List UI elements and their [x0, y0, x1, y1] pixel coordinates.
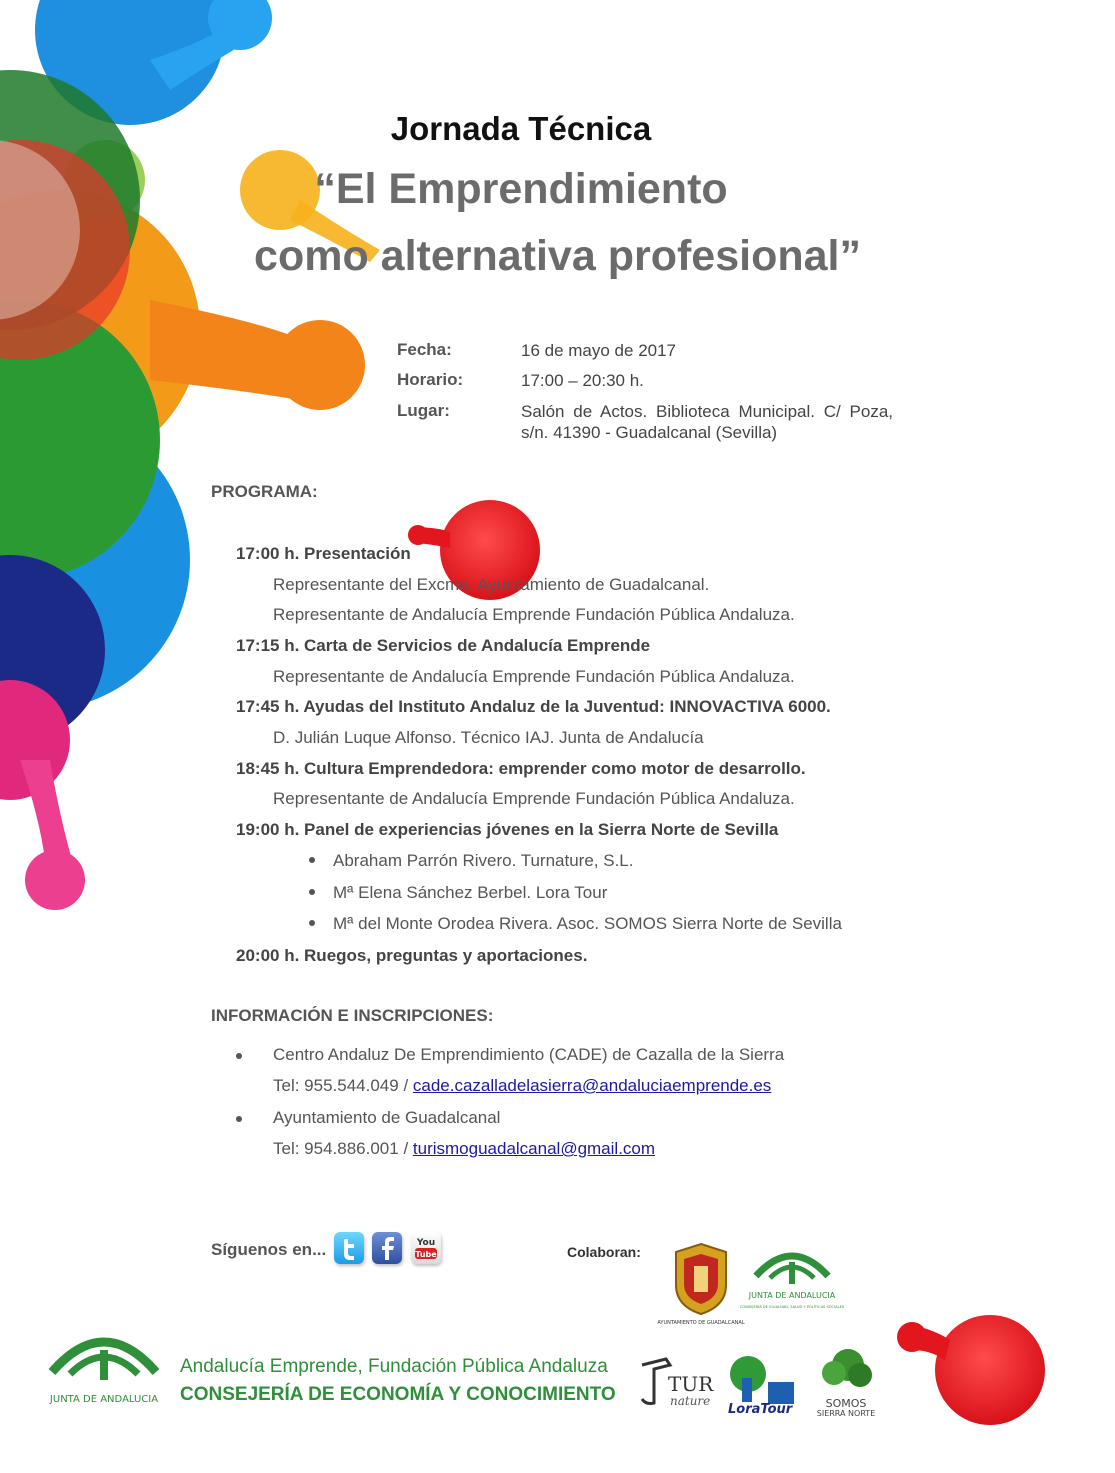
bullet-dot — [309, 857, 315, 863]
program-time-4: 18:45 h. Cultura Emprendedora: emprender como motor de desarrollo. — [236, 759, 806, 778]
ayuntamiento-caption: AYUNTAMIENTO DE GUADALCANAL — [657, 1320, 745, 1326]
red-blob-corner — [935, 1315, 1045, 1425]
tel-text: Tel: 955.544.049 / — [273, 1076, 413, 1095]
junta-logo-text: JUNTA DE ANDALUCIA — [49, 1394, 159, 1405]
youtube-text: Tube — [415, 1250, 437, 1259]
program-time-5: 19:00 h. Panel de experiencias jóvenes en la Sierra Norte de Sevilla — [236, 820, 779, 839]
junta-caption: JUNTA DE ANDALUCIA — [748, 1291, 836, 1300]
program-desc: Representante del Excmo. Ayuntamiento de Guadalcanal. — [273, 575, 710, 594]
loratour-text: LoraTour — [728, 1402, 793, 1417]
time-label: Horario: — [397, 370, 464, 389]
place-label: Lugar: — [397, 401, 450, 420]
junta-sub-caption: CONSEJERÍA DE IGUALDAD, SALUD Y POLÍTICAS SOCIALES — [739, 1305, 845, 1309]
contact-tel — [273, 1076, 771, 1096]
bullet-dot — [309, 920, 315, 926]
panel-speaker — [309, 914, 842, 934]
program-desc: Representante de Andalucía Emprende Fundación Pública Andaluza. — [273, 789, 795, 808]
email-link[interactable]: turismoguadalcanal@gmail.com — [412, 1139, 656, 1158]
date-value: 16 de mayo de 2017 — [521, 341, 677, 360]
contact-name: Centro Andaluz De Emprendimiento (CADE) de Cazalla de la Sierra — [273, 1045, 785, 1064]
bullet-dot — [236, 1116, 242, 1122]
junta-andalucia-igualdad-logo — [739, 1240, 845, 1326]
footer-consejeria: CONSEJERÍA DE ECONOMÍA Y CONOCIMIENTO — [180, 1384, 616, 1405]
title-line-1: “El Emprendimiento — [314, 165, 728, 213]
program-time-6: 20:00 h. Ruegos, preguntas y aportaciones. — [236, 946, 588, 965]
junta-andalucia-logo — [42, 1322, 166, 1408]
facebook-icon[interactable] — [372, 1232, 402, 1264]
email-link[interactable]: cade.cazalladelasierra@andaluciaemprende.es — [412, 1076, 772, 1095]
program-desc: Representante de Andalucía Emprende Fundación Pública Andaluza. — [273, 605, 795, 624]
somos-sierra-norte-logo — [806, 1345, 886, 1419]
follow-label: Síguenos en... — [211, 1240, 327, 1259]
youtube-text: You — [416, 1238, 436, 1248]
turnature-text: TUR — [668, 1372, 714, 1396]
place-value: Salón de Actos. Biblioteca Municipal. C/ Poza, s/n. 41390 - Guadalcanal (Sevilla) — [521, 402, 893, 442]
panel-speaker-name: Abraham Parrón Rivero. Turnature, S.L. — [333, 851, 634, 870]
time-value: 17:00 – 20:30 h. — [521, 371, 644, 390]
turnature-sub: nature — [670, 1394, 711, 1408]
panel-speaker-name: Mª Elena Sánchez Berbel. Lora Tour — [333, 883, 608, 902]
panel-speaker — [309, 883, 607, 903]
program-time-3: 17:45 h. Ayudas del Instituto Andaluz de la Juventud: INNOVACTIVA 6000. — [236, 697, 831, 716]
program-heading: PROGRAMA: — [211, 482, 318, 501]
bullet-dot — [236, 1053, 242, 1059]
info-heading: INFORMACIÓN E INSCRIPCIONES: — [211, 1006, 494, 1025]
program-desc: Representante de Andalucía Emprende Fundación Pública Andaluza. — [273, 667, 795, 686]
loratour-logo — [722, 1352, 800, 1418]
youtube-icon[interactable] — [411, 1232, 441, 1264]
title-line-2: como alternativa profesional” — [254, 232, 861, 280]
somos-text: SOMOS — [825, 1397, 867, 1410]
program-time-1: 17:00 h. Presentación — [236, 544, 411, 563]
colaboran-label: Colaboran: — [567, 1244, 641, 1260]
tel-text: Tel: 954.886.001 / — [273, 1139, 413, 1158]
program-desc: D. Julián Luque Alfonso. Técnico IAJ. Junta de Andalucía — [273, 728, 704, 747]
event-type: Jornada Técnica — [390, 110, 652, 147]
footer-org-name: Andalucía Emprende, Fundación Pública Andaluza — [180, 1356, 608, 1377]
turnature-logo — [636, 1355, 716, 1415]
date-label: Fecha: — [397, 340, 452, 359]
twitter-icon[interactable] — [334, 1232, 364, 1264]
bullet-dot — [309, 889, 315, 895]
ayuntamiento-guadalcanal-logo — [657, 1240, 745, 1332]
somos-sub: SIERRA NORTE — [816, 1409, 876, 1418]
panel-speaker-name: Mª del Monte Orodea Rivera. Asoc. SOMOS Sierra Norte de Sevilla — [333, 914, 842, 933]
contact-tel — [273, 1139, 655, 1159]
contact-name: Ayuntamiento de Guadalcanal — [273, 1108, 501, 1127]
panel-speaker — [309, 851, 633, 871]
program-time-2: 17:15 h. Carta de Servicios de Andalucía Emprende — [236, 636, 651, 655]
